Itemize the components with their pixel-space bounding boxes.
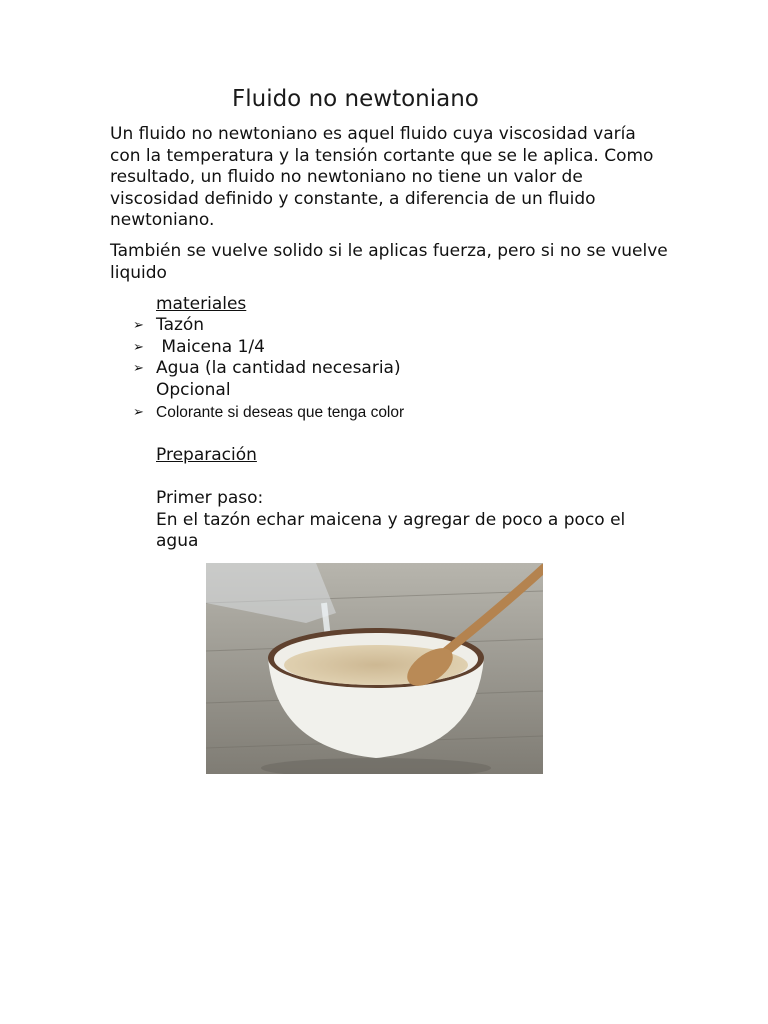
material-item: Tazón (156, 315, 205, 335)
step1-text: agua (156, 531, 199, 551)
preparation-heading: Preparación (156, 445, 257, 465)
bowl-of-flour-photo (206, 563, 543, 774)
bullet-arrow-icon: ➢ (133, 405, 144, 420)
step1-heading: Primer paso: (156, 488, 264, 508)
step1-text: En el tazón echar maicena y agregar de poco a poco el (156, 510, 626, 530)
optional-item: Colorante si deseas que tenga color (156, 404, 405, 421)
bullet-arrow-icon: ➢ (133, 340, 144, 355)
optional-heading: Opcional (156, 380, 231, 400)
intro-paragraph: Un fluido no newtoniano es aquel fluido cuya viscosidad varía con la temperatura y la tensión cortante que se le aplica. Como resultado, un fluido no newtoniano no tiene un valor de viscosidad definido y constante, a diferencia de un fluido newtoniano. (110, 124, 654, 230)
document-title: Fluido no newtoniano (232, 86, 479, 112)
materials-heading: materiales (156, 294, 247, 314)
solid-liquid-paragraph: También se vuelve solido si le aplicas fuerza, pero si no se vuelve liquido (110, 241, 668, 283)
bullet-arrow-icon: ➢ (133, 361, 144, 376)
material-item: Maicena 1/4 (156, 337, 265, 357)
bullet-arrow-icon: ➢ (133, 318, 144, 333)
material-item: Agua (la cantidad necesaria) (156, 358, 401, 378)
